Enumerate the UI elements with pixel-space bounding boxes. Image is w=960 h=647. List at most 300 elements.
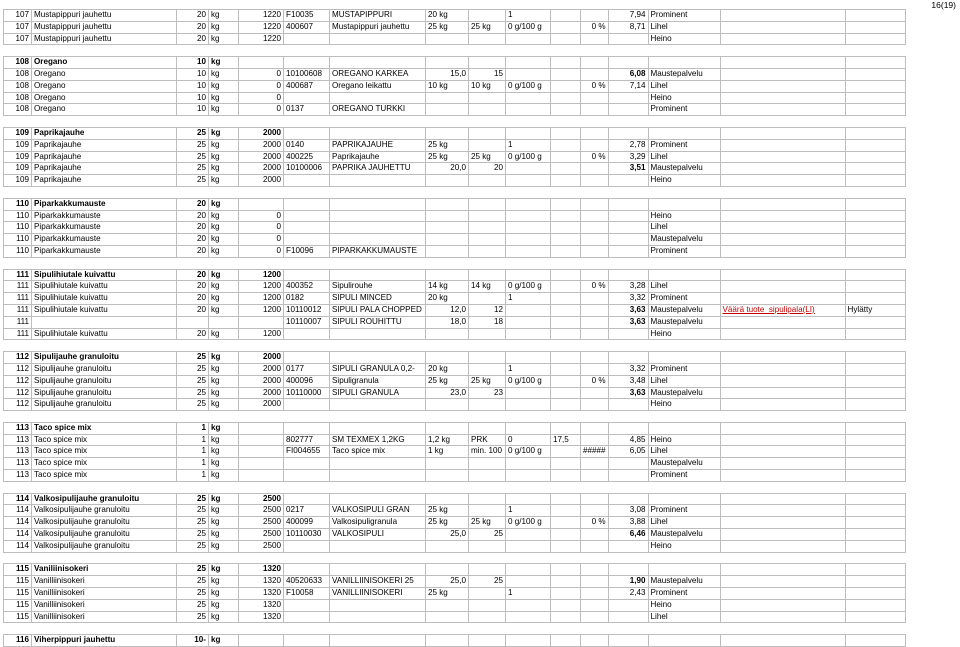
cell-code: 10100608 xyxy=(284,68,330,80)
table-row xyxy=(4,375,906,387)
cell-qty: 25 xyxy=(177,599,209,611)
cell-name xyxy=(32,186,177,198)
table-row xyxy=(4,387,906,399)
cell-v1: 1320 xyxy=(239,599,284,611)
cell-note xyxy=(720,481,845,493)
cell-unit: kg xyxy=(209,434,239,446)
cell-supplier: Heino xyxy=(648,599,720,611)
cell-pkg: 0 g/100 g xyxy=(506,517,551,529)
cell-status xyxy=(845,446,905,458)
cell-price_unit xyxy=(551,375,581,387)
cell-v1: 0 xyxy=(239,92,284,104)
cell-pct xyxy=(581,635,609,647)
cell-pkg xyxy=(506,33,551,45)
table-row xyxy=(4,611,906,623)
cell-pct xyxy=(581,411,609,423)
cell-note xyxy=(720,139,845,151)
cell-punit xyxy=(469,257,506,269)
cell-price: 3,32 xyxy=(608,293,648,305)
cell-product xyxy=(330,328,426,340)
cell-code xyxy=(284,45,330,57)
table-row xyxy=(4,304,906,316)
cell-status: Hylätty xyxy=(845,304,905,316)
cell-status xyxy=(845,10,905,22)
cell-note xyxy=(720,127,845,139)
cell-pkg xyxy=(506,269,551,281)
cell-supplier: Heino xyxy=(648,210,720,222)
cell-qty xyxy=(177,186,209,198)
cell-price_unit xyxy=(551,340,581,352)
cell-supplier: Prominent xyxy=(648,293,720,305)
table-row xyxy=(4,505,906,517)
cell-price xyxy=(608,92,648,104)
cell-unit: kg xyxy=(209,245,239,257)
cell-pct xyxy=(581,505,609,517)
cell-supplier xyxy=(648,127,720,139)
cell-pct xyxy=(581,45,609,57)
table-row xyxy=(4,470,906,482)
cell-name: Valkosipulijauhe granuloitu xyxy=(32,517,177,529)
cell-pkg xyxy=(506,316,551,328)
cell-qty: 1 xyxy=(177,434,209,446)
cell-name xyxy=(32,552,177,564)
cell-supplier xyxy=(648,411,720,423)
cell-pqty: 15,0 xyxy=(426,68,469,80)
cell-qty xyxy=(177,257,209,269)
cell-qty: 20 xyxy=(177,293,209,305)
cell-qty: 20 xyxy=(177,234,209,246)
note-link[interactable]: Väärä tuote_sipulipala(LI) xyxy=(720,304,845,316)
price-table xyxy=(3,9,906,647)
cell-qty: 10 xyxy=(177,92,209,104)
cell-code: 400607 xyxy=(284,21,330,33)
cell-punit xyxy=(469,186,506,198)
cell-pct xyxy=(581,163,609,175)
cell-pct xyxy=(581,116,609,128)
spacer-row xyxy=(4,116,906,128)
cell-pqty xyxy=(426,564,469,576)
cell-pct: 0 % xyxy=(581,80,609,92)
cell-pct xyxy=(581,340,609,352)
cell-price_unit xyxy=(551,210,581,222)
cell-pct xyxy=(581,245,609,257)
cell-pqty xyxy=(426,57,469,69)
cell-no xyxy=(4,481,32,493)
cell-v1: 1200 xyxy=(239,304,284,316)
cell-status xyxy=(845,529,905,541)
cell-qty: 25 xyxy=(177,517,209,529)
cell-name: Sipulijauhe granuloitu xyxy=(32,375,177,387)
cell-product: OREGANO TURKKI xyxy=(330,104,426,116)
cell-supplier xyxy=(648,564,720,576)
cell-status xyxy=(845,116,905,128)
cell-note xyxy=(720,446,845,458)
cell-no: 109 xyxy=(4,127,32,139)
cell-pqty xyxy=(426,175,469,187)
spacer-row xyxy=(4,552,906,564)
cell-pkg xyxy=(506,481,551,493)
cell-qty: 25 xyxy=(177,399,209,411)
cell-price: 6,46 xyxy=(608,529,648,541)
cell-name: Sipulijauhe granuloitu xyxy=(32,399,177,411)
cell-price_unit xyxy=(551,564,581,576)
cell-pct xyxy=(581,92,609,104)
cell-supplier xyxy=(648,116,720,128)
cell-note xyxy=(720,293,845,305)
cell-code xyxy=(284,411,330,423)
cell-unit: kg xyxy=(209,458,239,470)
cell-v1: 1200 xyxy=(239,328,284,340)
cell-qty: 10 xyxy=(177,68,209,80)
cell-product xyxy=(330,411,426,423)
cell-no xyxy=(4,411,32,423)
cell-name: Sipulihiutale kuivattu xyxy=(32,269,177,281)
cell-supplier: Maustepalvelu xyxy=(648,163,720,175)
cell-pkg xyxy=(506,470,551,482)
cell-no: 113 xyxy=(4,446,32,458)
cell-qty: 10- xyxy=(177,635,209,647)
cell-qty xyxy=(177,116,209,128)
cell-v1 xyxy=(239,186,284,198)
cell-qty: 20 xyxy=(177,198,209,210)
cell-price xyxy=(608,493,648,505)
cell-price xyxy=(608,340,648,352)
cell-pct xyxy=(581,576,609,588)
cell-price: 3,63 xyxy=(608,304,648,316)
cell-note xyxy=(720,434,845,446)
cell-pkg xyxy=(506,116,551,128)
cell-code xyxy=(284,399,330,411)
cell-pct xyxy=(581,588,609,600)
cell-unit: kg xyxy=(209,470,239,482)
cell-pct: 0 % xyxy=(581,375,609,387)
cell-price: 3,51 xyxy=(608,163,648,175)
cell-status xyxy=(845,363,905,375)
cell-qty: 25 xyxy=(177,127,209,139)
cell-v1: 2500 xyxy=(239,517,284,529)
cell-code: 10110000 xyxy=(284,387,330,399)
cell-price_unit xyxy=(551,481,581,493)
cell-pqty xyxy=(426,328,469,340)
cell-code xyxy=(284,186,330,198)
cell-status xyxy=(845,328,905,340)
group-header-row xyxy=(4,269,906,281)
cell-supplier: Lihel xyxy=(648,222,720,234)
cell-name: Piparkakkumauste xyxy=(32,245,177,257)
cell-price: 1,90 xyxy=(608,576,648,588)
cell-code xyxy=(284,493,330,505)
cell-name: Sipulihiutale kuivattu xyxy=(32,304,177,316)
cell-status xyxy=(845,33,905,45)
cell-note xyxy=(720,245,845,257)
cell-price xyxy=(608,116,648,128)
cell-note xyxy=(720,151,845,163)
cell-price: 8,71 xyxy=(608,21,648,33)
cell-code: F10035 xyxy=(284,10,330,22)
cell-supplier: Prominent xyxy=(648,470,720,482)
cell-pkg: 0 g/100 g xyxy=(506,375,551,387)
cell-price: 3,63 xyxy=(608,316,648,328)
cell-pkg: 1 xyxy=(506,293,551,305)
cell-note xyxy=(720,186,845,198)
cell-note xyxy=(720,564,845,576)
cell-punit xyxy=(469,470,506,482)
cell-code: 0177 xyxy=(284,363,330,375)
cell-unit: kg xyxy=(209,68,239,80)
cell-supplier: Lihel xyxy=(648,611,720,623)
cell-supplier: Maustepalvelu xyxy=(648,529,720,541)
cell-name: Sipulihiutale kuivattu xyxy=(32,328,177,340)
cell-no: 110 xyxy=(4,198,32,210)
group-header-row xyxy=(4,635,906,647)
cell-supplier: Maustepalvelu xyxy=(648,304,720,316)
cell-punit xyxy=(469,10,506,22)
cell-punit xyxy=(469,552,506,564)
cell-pct xyxy=(581,198,609,210)
cell-pqty: 25 kg xyxy=(426,139,469,151)
cell-price_unit xyxy=(551,269,581,281)
cell-no: 107 xyxy=(4,33,32,45)
cell-unit xyxy=(209,623,239,635)
cell-no: 115 xyxy=(4,599,32,611)
cell-code xyxy=(284,92,330,104)
cell-price_unit xyxy=(551,316,581,328)
cell-supplier: Prominent xyxy=(648,505,720,517)
cell-supplier: Lihel xyxy=(648,517,720,529)
cell-no: 112 xyxy=(4,387,32,399)
cell-no: 114 xyxy=(4,493,32,505)
cell-product xyxy=(330,564,426,576)
cell-price_unit xyxy=(551,352,581,364)
cell-name: Sipulihiutale kuivattu xyxy=(32,293,177,305)
group-header-row xyxy=(4,564,906,576)
cell-pkg: 1 xyxy=(506,505,551,517)
cell-product: PAPRIKA JAUHETTU xyxy=(330,163,426,175)
cell-name: Taco spice mix xyxy=(32,470,177,482)
cell-no: 108 xyxy=(4,80,32,92)
cell-note xyxy=(720,340,845,352)
cell-no: 107 xyxy=(4,21,32,33)
cell-no: 111 xyxy=(4,293,32,305)
cell-product: VALKOSIPULI GRAN xyxy=(330,505,426,517)
cell-qty: 20 xyxy=(177,10,209,22)
cell-product xyxy=(330,92,426,104)
cell-price_unit xyxy=(551,363,581,375)
cell-code: 400096 xyxy=(284,375,330,387)
cell-status xyxy=(845,269,905,281)
cell-supplier: Heino xyxy=(648,540,720,552)
cell-status xyxy=(845,68,905,80)
cell-status xyxy=(845,222,905,234)
cell-price: 3,28 xyxy=(608,281,648,293)
cell-product xyxy=(330,210,426,222)
cell-no: 108 xyxy=(4,92,32,104)
cell-no xyxy=(4,186,32,198)
cell-qty: 25 xyxy=(177,588,209,600)
cell-name: Sipulihiutale kuivattu xyxy=(32,281,177,293)
cell-product xyxy=(330,340,426,352)
cell-no: 114 xyxy=(4,517,32,529)
cell-no: 111 xyxy=(4,281,32,293)
table-row xyxy=(4,92,906,104)
cell-note xyxy=(720,57,845,69)
cell-code: 10110007 xyxy=(284,316,330,328)
cell-punit: PRK xyxy=(469,434,506,446)
cell-no: 108 xyxy=(4,104,32,116)
cell-note xyxy=(720,198,845,210)
cell-code: 400099 xyxy=(284,517,330,529)
cell-unit: kg xyxy=(209,198,239,210)
cell-qty: 25 xyxy=(177,151,209,163)
cell-qty xyxy=(177,411,209,423)
cell-supplier: Maustepalvelu xyxy=(648,68,720,80)
cell-price_unit xyxy=(551,458,581,470)
cell-no: 110 xyxy=(4,234,32,246)
cell-pkg xyxy=(506,234,551,246)
cell-pct xyxy=(581,481,609,493)
cell-pct: ##### xyxy=(581,446,609,458)
table-row xyxy=(4,576,906,588)
cell-name: Vanilliinisokeri xyxy=(32,576,177,588)
cell-note xyxy=(720,599,845,611)
cell-pct xyxy=(581,68,609,80)
cell-unit: kg xyxy=(209,151,239,163)
table-row xyxy=(4,245,906,257)
cell-no xyxy=(4,45,32,57)
cell-punit xyxy=(469,116,506,128)
cell-pqty: 20,0 xyxy=(426,163,469,175)
cell-price: 7,14 xyxy=(608,80,648,92)
cell-punit xyxy=(469,175,506,187)
cell-status xyxy=(845,399,905,411)
cell-no: 116 xyxy=(4,635,32,647)
cell-pqty: 18,0 xyxy=(426,316,469,328)
cell-pqty xyxy=(426,257,469,269)
cell-code xyxy=(284,564,330,576)
cell-unit xyxy=(209,316,239,328)
cell-price_unit xyxy=(551,139,581,151)
cell-pkg xyxy=(506,304,551,316)
cell-v1: 2000 xyxy=(239,127,284,139)
cell-unit xyxy=(209,257,239,269)
cell-code xyxy=(284,458,330,470)
cell-unit: kg xyxy=(209,529,239,541)
cell-name: Oregano xyxy=(32,104,177,116)
cell-name: Oregano xyxy=(32,80,177,92)
cell-price_unit xyxy=(551,21,581,33)
cell-note xyxy=(720,493,845,505)
cell-price_unit xyxy=(551,517,581,529)
cell-pqty: 25 kg xyxy=(426,517,469,529)
cell-pqty xyxy=(426,33,469,45)
cell-price: 4,85 xyxy=(608,434,648,446)
cell-price_unit xyxy=(551,576,581,588)
cell-punit xyxy=(469,352,506,364)
cell-name: Sipulijauhe granuloitu xyxy=(32,387,177,399)
cell-supplier: Lihel xyxy=(648,375,720,387)
cell-price_unit xyxy=(551,328,581,340)
cell-no: 109 xyxy=(4,151,32,163)
cell-punit xyxy=(469,222,506,234)
cell-status xyxy=(845,281,905,293)
cell-price xyxy=(608,552,648,564)
cell-v1: 1200 xyxy=(239,269,284,281)
cell-qty: 25 xyxy=(177,493,209,505)
cell-pct: 0 % xyxy=(581,21,609,33)
cell-pqty: 25 kg xyxy=(426,21,469,33)
cell-product xyxy=(330,422,426,434)
cell-supplier xyxy=(648,198,720,210)
cell-pqty xyxy=(426,45,469,57)
cell-name: Vanilliinisokeri xyxy=(32,611,177,623)
cell-v1: 2000 xyxy=(239,139,284,151)
cell-punit xyxy=(469,210,506,222)
cell-unit xyxy=(209,552,239,564)
cell-v1 xyxy=(239,422,284,434)
table-row xyxy=(4,458,906,470)
cell-pqty xyxy=(426,104,469,116)
cell-pqty: 10 kg xyxy=(426,80,469,92)
cell-punit: 25 kg xyxy=(469,21,506,33)
cell-no: 111 xyxy=(4,328,32,340)
cell-pqty xyxy=(426,352,469,364)
cell-product xyxy=(330,399,426,411)
cell-unit: kg xyxy=(209,422,239,434)
cell-unit xyxy=(209,116,239,128)
cell-pkg xyxy=(506,68,551,80)
cell-price xyxy=(608,458,648,470)
cell-qty: 25 xyxy=(177,505,209,517)
cell-punit xyxy=(469,623,506,635)
cell-status xyxy=(845,635,905,647)
table-row xyxy=(4,68,906,80)
cell-code xyxy=(284,210,330,222)
cell-note xyxy=(720,399,845,411)
cell-no xyxy=(4,340,32,352)
cell-no xyxy=(4,257,32,269)
cell-product: Valkosipuligranula xyxy=(330,517,426,529)
cell-product xyxy=(330,33,426,45)
cell-qty: 1 xyxy=(177,470,209,482)
cell-qty: 25 xyxy=(177,363,209,375)
cell-punit xyxy=(469,363,506,375)
cell-name xyxy=(32,411,177,423)
cell-pkg xyxy=(506,45,551,57)
cell-status xyxy=(845,375,905,387)
cell-pct xyxy=(581,529,609,541)
cell-name: Paprikajauhe xyxy=(32,127,177,139)
cell-supplier xyxy=(648,45,720,57)
cell-price_unit xyxy=(551,80,581,92)
cell-status xyxy=(845,493,905,505)
cell-pct xyxy=(581,470,609,482)
cell-v1 xyxy=(239,635,284,647)
cell-v1: 0 xyxy=(239,80,284,92)
cell-no: 112 xyxy=(4,363,32,375)
cell-v1: 2000 xyxy=(239,363,284,375)
cell-product xyxy=(330,611,426,623)
cell-name: Oregano xyxy=(32,92,177,104)
cell-qty: 25 xyxy=(177,564,209,576)
cell-pct xyxy=(581,599,609,611)
cell-pkg xyxy=(506,175,551,187)
cell-pkg: 0 g/100 g xyxy=(506,21,551,33)
cell-code xyxy=(284,470,330,482)
cell-punit xyxy=(469,104,506,116)
cell-price xyxy=(608,210,648,222)
cell-status xyxy=(845,92,905,104)
cell-no: 112 xyxy=(4,399,32,411)
